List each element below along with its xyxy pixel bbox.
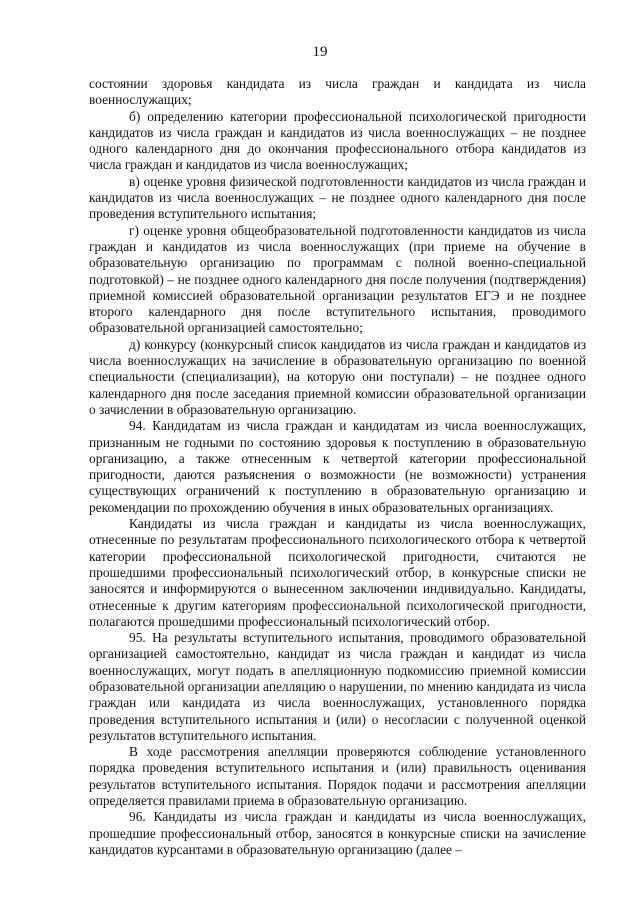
- paragraph-item-b: б) определению категории профессиональной психологической пригодности кандидатов из числа граждан и кандидатов из числа военнослужащих – не позднее одного календарного дня до окончания профессионального отбора кандидатов из числа граждан и кандидатов из числа военнослужащих;: [89, 108, 586, 173]
- paragraph-95-second: В ходе рассмотрения апелляции проверяются соблюдение установленного порядка проведения вступительного испытания и (или) правильность оценивания результатов вступительного испытания. Порядок подачи и рассмотрения апелляции определяется правилами приема в образовательную организацию.: [89, 744, 586, 809]
- paragraph-94-second: Кандидаты из числа граждан и кандидаты из числа военнослужащих, отнесенные по результатам профессионального психологического отбора к четвертой категории профессиональной психологической пригодности, считаются не прошедшими профессиональный психологический отбор, в конкурсные списки не заносятся и информируются о вынесенном заключении индивидуально. Кандидаты, отнесенные к другим категориям профессиональной психологической пригодности, полагаются прошедшими профессиональный психологический отбор.: [89, 516, 586, 629]
- paragraph-item-v: в) оценке уровня физической подготовленности кандидатов из числа граждан и кандидатов из числа военнослужащих – не позднее одного календарного дня после проведения вступительного испытания;: [89, 173, 586, 222]
- paragraph-item-g: г) оценке уровня общеобразовательной подготовленности кандидатов из числа граждан и кандидатов из числа военнослужащих (при приеме на обучение в образовательную организацию по программам с полной военно-специальной подготовкой) – не позднее одного календарного дня после получения (подтверждения) приемной комиссией образовательной организации результатов ЕГЭ и не позднее второго календарного дня после вступительного испытания, проводимого образовательной организацией самостоятельно;: [89, 222, 586, 336]
- paragraph-94: 94. Кандидатам из числа граждан и кандидатам из числа военнослужащих, признанным не годными по состоянию здоровья к поступлению в образовательную организацию, а также отнесенным к четвертой категории профессиональной пригодности, даются разъяснения о возможности (не возможности) устранения существующих ограничений к поступлению в образовательную организацию и рекомендации по прохождению обучения в иных образовательных организациях.: [89, 418, 586, 515]
- paragraph-continuation: состоянии здоровья кандидата из числа граждан и кандидата из числа военнослужащих;: [89, 76, 586, 108]
- paragraph-95: 95. На результаты вступительного испытания, проводимого образовательной организацией самостоятельно, кандидат из числа граждан и кандидат из числа военнослужащих, могут подать в апелляционную подкомиссию приемной комиссии образовательной организации апелляцию о нарушении, по мнению кандидата из числа граждан или кандидата из числа военнослужащих, установленного порядка проведения вступительного испытания и (или) о несогласии с полученной оценкой результатов вступительного испытания.: [89, 630, 586, 743]
- page-number: 19: [312, 44, 328, 60]
- document-body: [89, 76, 586, 858]
- paragraph-96: 96. Кандидаты из числа граждан и кандидаты из числа военнослужащих, прошедшие профессиональный отбор, заносятся в конкурсные списки на зачисление кандидатов курсантами в образовательную организацию (далее –: [89, 809, 586, 857]
- paragraph-item-d: д) конкурсу (конкурсный список кандидатов из числа граждан и кандидатов из числа военнослужащих на зачисление в образовательную организацию по военной специальности (специализации), на которую они поступали) – не позднее одного календарного дня после заседания приемной комиссии образовательной организации о зачислении в образовательную организацию.: [89, 336, 586, 417]
